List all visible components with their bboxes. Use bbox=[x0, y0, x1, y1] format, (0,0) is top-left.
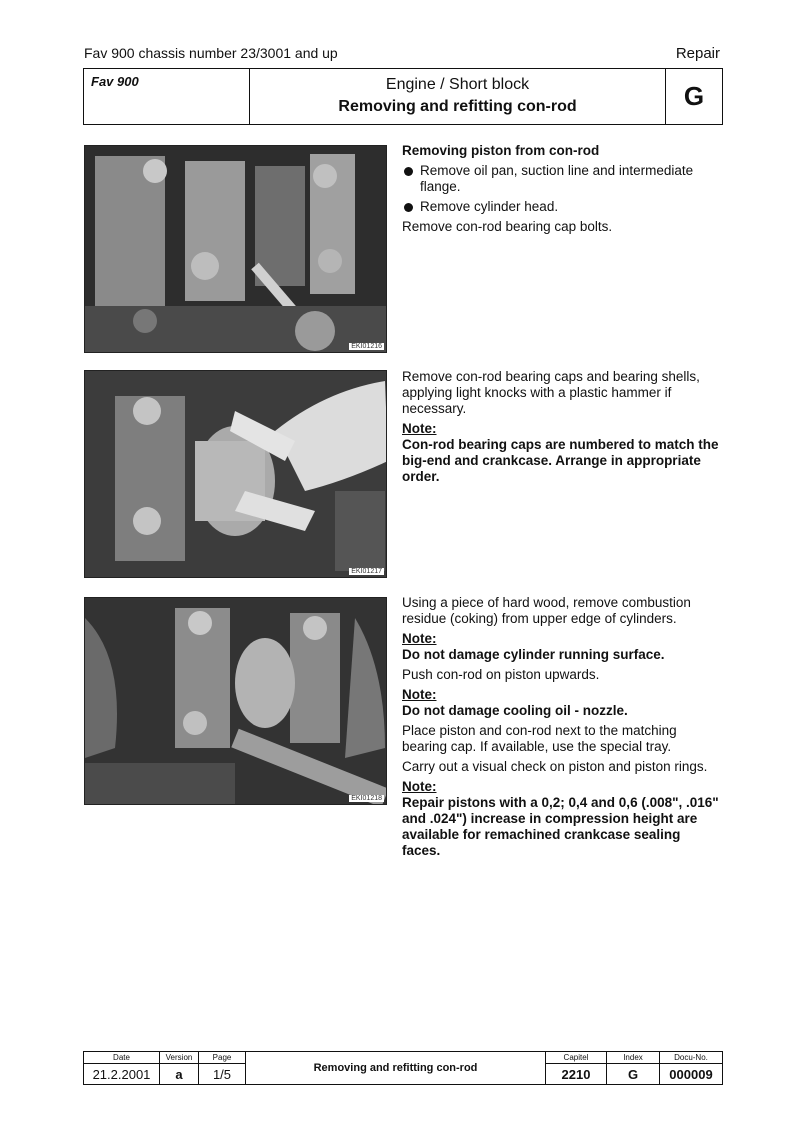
index-letter: G bbox=[683, 81, 705, 111]
footer-docu-label: Docu-No. bbox=[660, 1052, 723, 1064]
footer-date: 21.2.2001 bbox=[84, 1064, 160, 1085]
footer-page-label: Page bbox=[199, 1052, 246, 1064]
footer-table bbox=[83, 1051, 723, 1085]
photo-code: EKI01217 bbox=[351, 568, 382, 575]
group-title: Engine / Short block bbox=[385, 76, 530, 93]
footer-index-label: Index bbox=[607, 1052, 660, 1064]
bullet-icon bbox=[404, 167, 413, 176]
footer-title: Removing and refitting con-rod bbox=[246, 1052, 546, 1085]
footer-index: G bbox=[607, 1064, 660, 1085]
photo-code: EKI01216 bbox=[351, 343, 382, 350]
footer-page: 1/5 bbox=[199, 1064, 246, 1085]
section-coking-removal bbox=[402, 595, 722, 863]
note-text: Repair pistons with a 0,2; 0,4 and 0,6 (.008", .016" and .024") increase in compression height are available for remachined crankcase sealing faces. bbox=[402, 795, 719, 858]
instruction-text: Using a piece of hard wood, remove combustion residue (coking) from upper edge of cylinders. bbox=[402, 595, 691, 626]
engine-photo-illustration bbox=[85, 146, 387, 353]
bullet-icon bbox=[404, 203, 413, 212]
instruction-text: Remove con-rod bearing caps and bearing shells, applying light knocks with a plastic hammer if necessary. bbox=[402, 369, 700, 416]
footer-date-label: Date bbox=[84, 1052, 160, 1064]
note-label: Note: bbox=[402, 421, 437, 436]
note-text: Con-rod bearing caps are numbered to match the big-end and crankcase. Arrange in appropriate order. bbox=[402, 437, 719, 484]
title-cell bbox=[250, 69, 666, 124]
section-removing-piston bbox=[402, 143, 722, 239]
photo-push-con-rod bbox=[84, 597, 387, 805]
footer-version-label: Version bbox=[160, 1052, 199, 1064]
model-label: Fav 900 bbox=[84, 69, 250, 124]
footer-version: a bbox=[160, 1064, 199, 1085]
document-header-right: Repair bbox=[675, 45, 720, 62]
engine-photo-illustration bbox=[85, 371, 387, 578]
instruction-text: Remove con-rod bearing cap bolts. bbox=[402, 219, 613, 234]
note-text: Do not damage cooling oil - nozzle. bbox=[402, 703, 628, 718]
document-footer bbox=[83, 1051, 723, 1084]
list-item-text: Remove cylinder head. bbox=[420, 199, 559, 214]
list-item bbox=[402, 163, 722, 195]
section-heading: Removing piston from con-rod bbox=[402, 143, 600, 158]
instruction-text: Push con-rod on piston upwards. bbox=[402, 667, 600, 682]
title-box bbox=[83, 68, 723, 125]
list-item-text: Remove oil pan, suction line and intermediate flange. bbox=[420, 163, 694, 194]
document-header-left: Fav 900 chassis number 23/3001 and up bbox=[84, 45, 338, 61]
footer-docu: 000009 bbox=[660, 1064, 723, 1085]
photo-con-rod-bolts bbox=[84, 145, 387, 353]
footer-capitel-label: Capitel bbox=[546, 1052, 607, 1064]
list-item bbox=[402, 199, 722, 215]
instruction-text: Place piston and con-rod next to the matching bearing cap. If available, use the special tray. bbox=[402, 723, 677, 754]
note-label: Note: bbox=[402, 779, 437, 794]
engine-photo-illustration bbox=[85, 598, 387, 805]
photo-bearing-caps bbox=[84, 370, 387, 578]
page-title: Removing and refitting con-rod bbox=[338, 98, 577, 115]
note-text: Do not damage cylinder running surface. bbox=[402, 647, 665, 662]
footer-capitel: 2210 bbox=[546, 1064, 607, 1085]
photo-code: EKI01218 bbox=[351, 795, 382, 802]
section-bearing-caps bbox=[402, 369, 722, 489]
note-label: Note: bbox=[402, 631, 437, 646]
note-label: Note: bbox=[402, 687, 437, 702]
instruction-text: Carry out a visual check on piston and piston rings. bbox=[402, 759, 708, 774]
